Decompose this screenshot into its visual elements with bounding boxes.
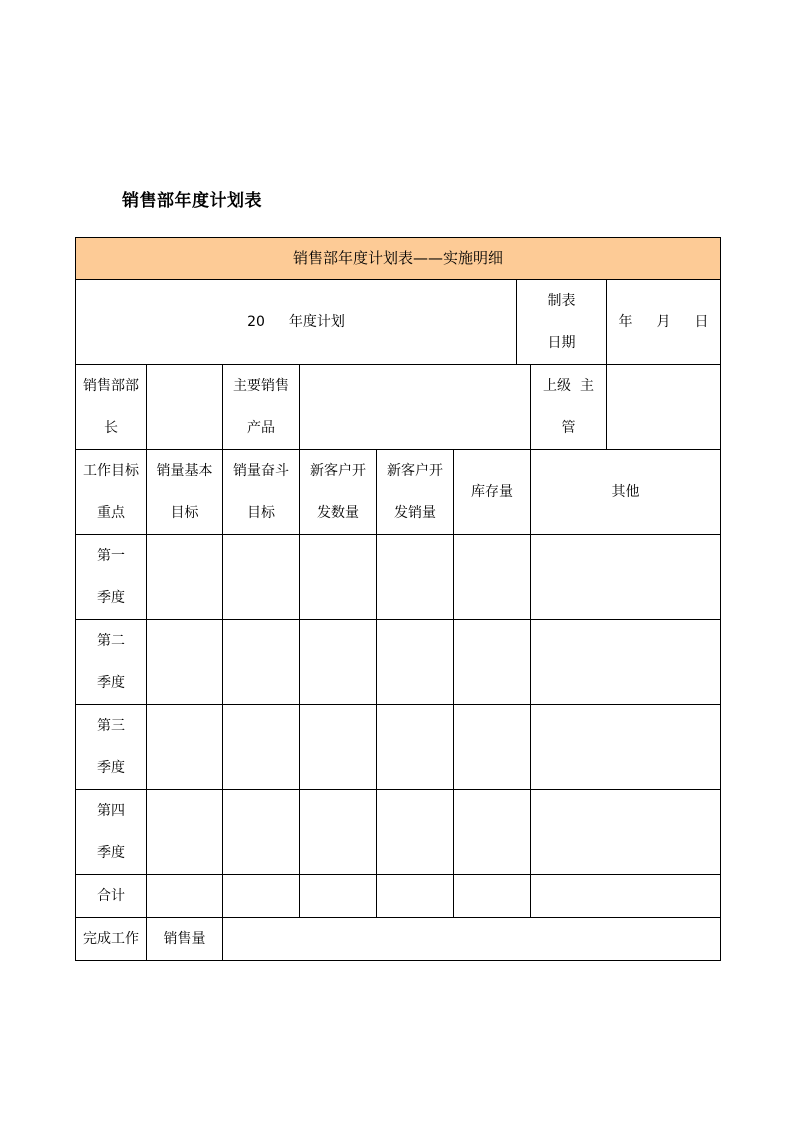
table-cell[interactable] xyxy=(531,705,721,790)
table-row-q2 xyxy=(76,620,721,705)
column-header-goal xyxy=(76,450,147,535)
product-value-cell[interactable] xyxy=(300,365,531,450)
manager-label-line1: 销售部部 xyxy=(83,378,139,394)
date-label-cell xyxy=(517,280,607,365)
column-header-line1: 新客户开 xyxy=(387,463,443,479)
quarter-label-cell xyxy=(76,790,147,875)
quarter-label-line2: 季度 xyxy=(97,845,125,861)
completion-sales-label-cell: 销售量 xyxy=(147,918,223,961)
table-cell[interactable] xyxy=(531,535,721,620)
table-cell[interactable] xyxy=(377,790,454,875)
table-row-completion xyxy=(76,918,721,961)
quarter-label-line1: 第二 xyxy=(97,633,125,649)
table-cell[interactable] xyxy=(300,790,377,875)
product-label-cell xyxy=(223,365,300,450)
table-cell[interactable] xyxy=(300,535,377,620)
table-row-q1 xyxy=(76,535,721,620)
column-header-line2: 目标 xyxy=(247,505,275,521)
table-cell[interactable] xyxy=(223,705,300,790)
column-header-new-client-sales xyxy=(377,450,454,535)
table-cell[interactable] xyxy=(454,875,531,918)
column-header-line2: 重点 xyxy=(97,505,125,521)
quarter-label-line2: 季度 xyxy=(97,675,125,691)
column-header-other: 其他 xyxy=(531,450,721,535)
date-label-line2: 日期 xyxy=(547,335,576,351)
table-cell[interactable] xyxy=(223,620,300,705)
quarter-label-cell xyxy=(76,620,147,705)
table-row-total xyxy=(76,875,721,918)
supervisor-label-line1: 上级 主 xyxy=(543,378,594,394)
total-label-cell: 合计 xyxy=(76,875,147,918)
table-cell[interactable] xyxy=(377,705,454,790)
table-cell[interactable] xyxy=(147,705,223,790)
table-cell[interactable] xyxy=(454,790,531,875)
table-cell[interactable] xyxy=(377,535,454,620)
table-row-q4 xyxy=(76,790,721,875)
quarter-label-line2: 季度 xyxy=(97,760,125,776)
quarter-label-cell xyxy=(76,705,147,790)
table-cell[interactable] xyxy=(300,620,377,705)
column-header-line1: 新客户开 xyxy=(310,463,366,479)
quarter-label-line1: 第一 xyxy=(97,548,125,564)
quarter-label-line1: 第四 xyxy=(97,803,125,819)
table-cell[interactable] xyxy=(147,620,223,705)
column-header-stretch-target xyxy=(223,450,300,535)
supervisor-label-line2: 管 xyxy=(561,420,576,436)
completion-label-cell: 完成工作 xyxy=(76,918,147,961)
table-cell[interactable] xyxy=(454,620,531,705)
table-cell[interactable] xyxy=(531,875,721,918)
table-cell[interactable] xyxy=(147,875,223,918)
column-header-line1: 工作目标 xyxy=(83,463,139,479)
quarter-label-line1: 第三 xyxy=(97,718,125,734)
table-cell[interactable] xyxy=(300,705,377,790)
table-cell[interactable] xyxy=(377,620,454,705)
quarter-label-cell xyxy=(76,535,147,620)
table-header: 销售部年度计划表——实施明细 xyxy=(76,238,721,280)
column-header-inventory: 库存量 xyxy=(454,450,531,535)
column-header-line2: 发数量 xyxy=(317,505,359,521)
column-header-line1: 销量奋斗 xyxy=(233,463,289,479)
table-cell[interactable] xyxy=(377,875,454,918)
table-cell[interactable] xyxy=(223,875,300,918)
column-header-base-target xyxy=(147,450,223,535)
table-cell[interactable] xyxy=(531,620,721,705)
table-cell[interactable] xyxy=(454,535,531,620)
column-header-new-client-count xyxy=(300,450,377,535)
date-value-cell[interactable] xyxy=(607,280,721,365)
document-title: 销售部年度计划表 xyxy=(122,191,262,211)
product-label-line1: 主要销售 xyxy=(233,378,289,394)
column-header-line2: 发销量 xyxy=(394,505,436,521)
table-cell[interactable] xyxy=(223,535,300,620)
table-cell[interactable] xyxy=(454,705,531,790)
table-row-q3 xyxy=(76,705,721,790)
plan-year-cell[interactable] xyxy=(76,280,517,365)
date-month: 月 xyxy=(656,314,671,330)
manager-label-line2: 长 xyxy=(104,420,118,436)
completion-sales-value-cell[interactable] xyxy=(223,918,721,961)
plan-year-prefix: 20 xyxy=(247,314,265,330)
table-cell[interactable] xyxy=(300,875,377,918)
table-cell[interactable] xyxy=(223,790,300,875)
manager-label-cell xyxy=(76,365,147,450)
column-header-line2: 目标 xyxy=(170,505,199,521)
date-year: 年 xyxy=(618,314,633,330)
product-label-line2: 产品 xyxy=(247,420,275,436)
table-cell[interactable] xyxy=(147,535,223,620)
supervisor-label-cell xyxy=(531,365,607,450)
plan-year-label: 年度计划 xyxy=(288,314,345,330)
date-day: 日 xyxy=(694,314,709,330)
date-label-line1: 制表 xyxy=(547,293,576,309)
supervisor-value-cell[interactable] xyxy=(607,365,721,450)
manager-value-cell[interactable] xyxy=(147,365,223,450)
quarter-label-line2: 季度 xyxy=(97,590,125,606)
table-cell[interactable] xyxy=(147,790,223,875)
table-cell[interactable] xyxy=(531,790,721,875)
column-header-line1: 销量基本 xyxy=(156,463,213,479)
sales-plan-table xyxy=(75,237,721,961)
